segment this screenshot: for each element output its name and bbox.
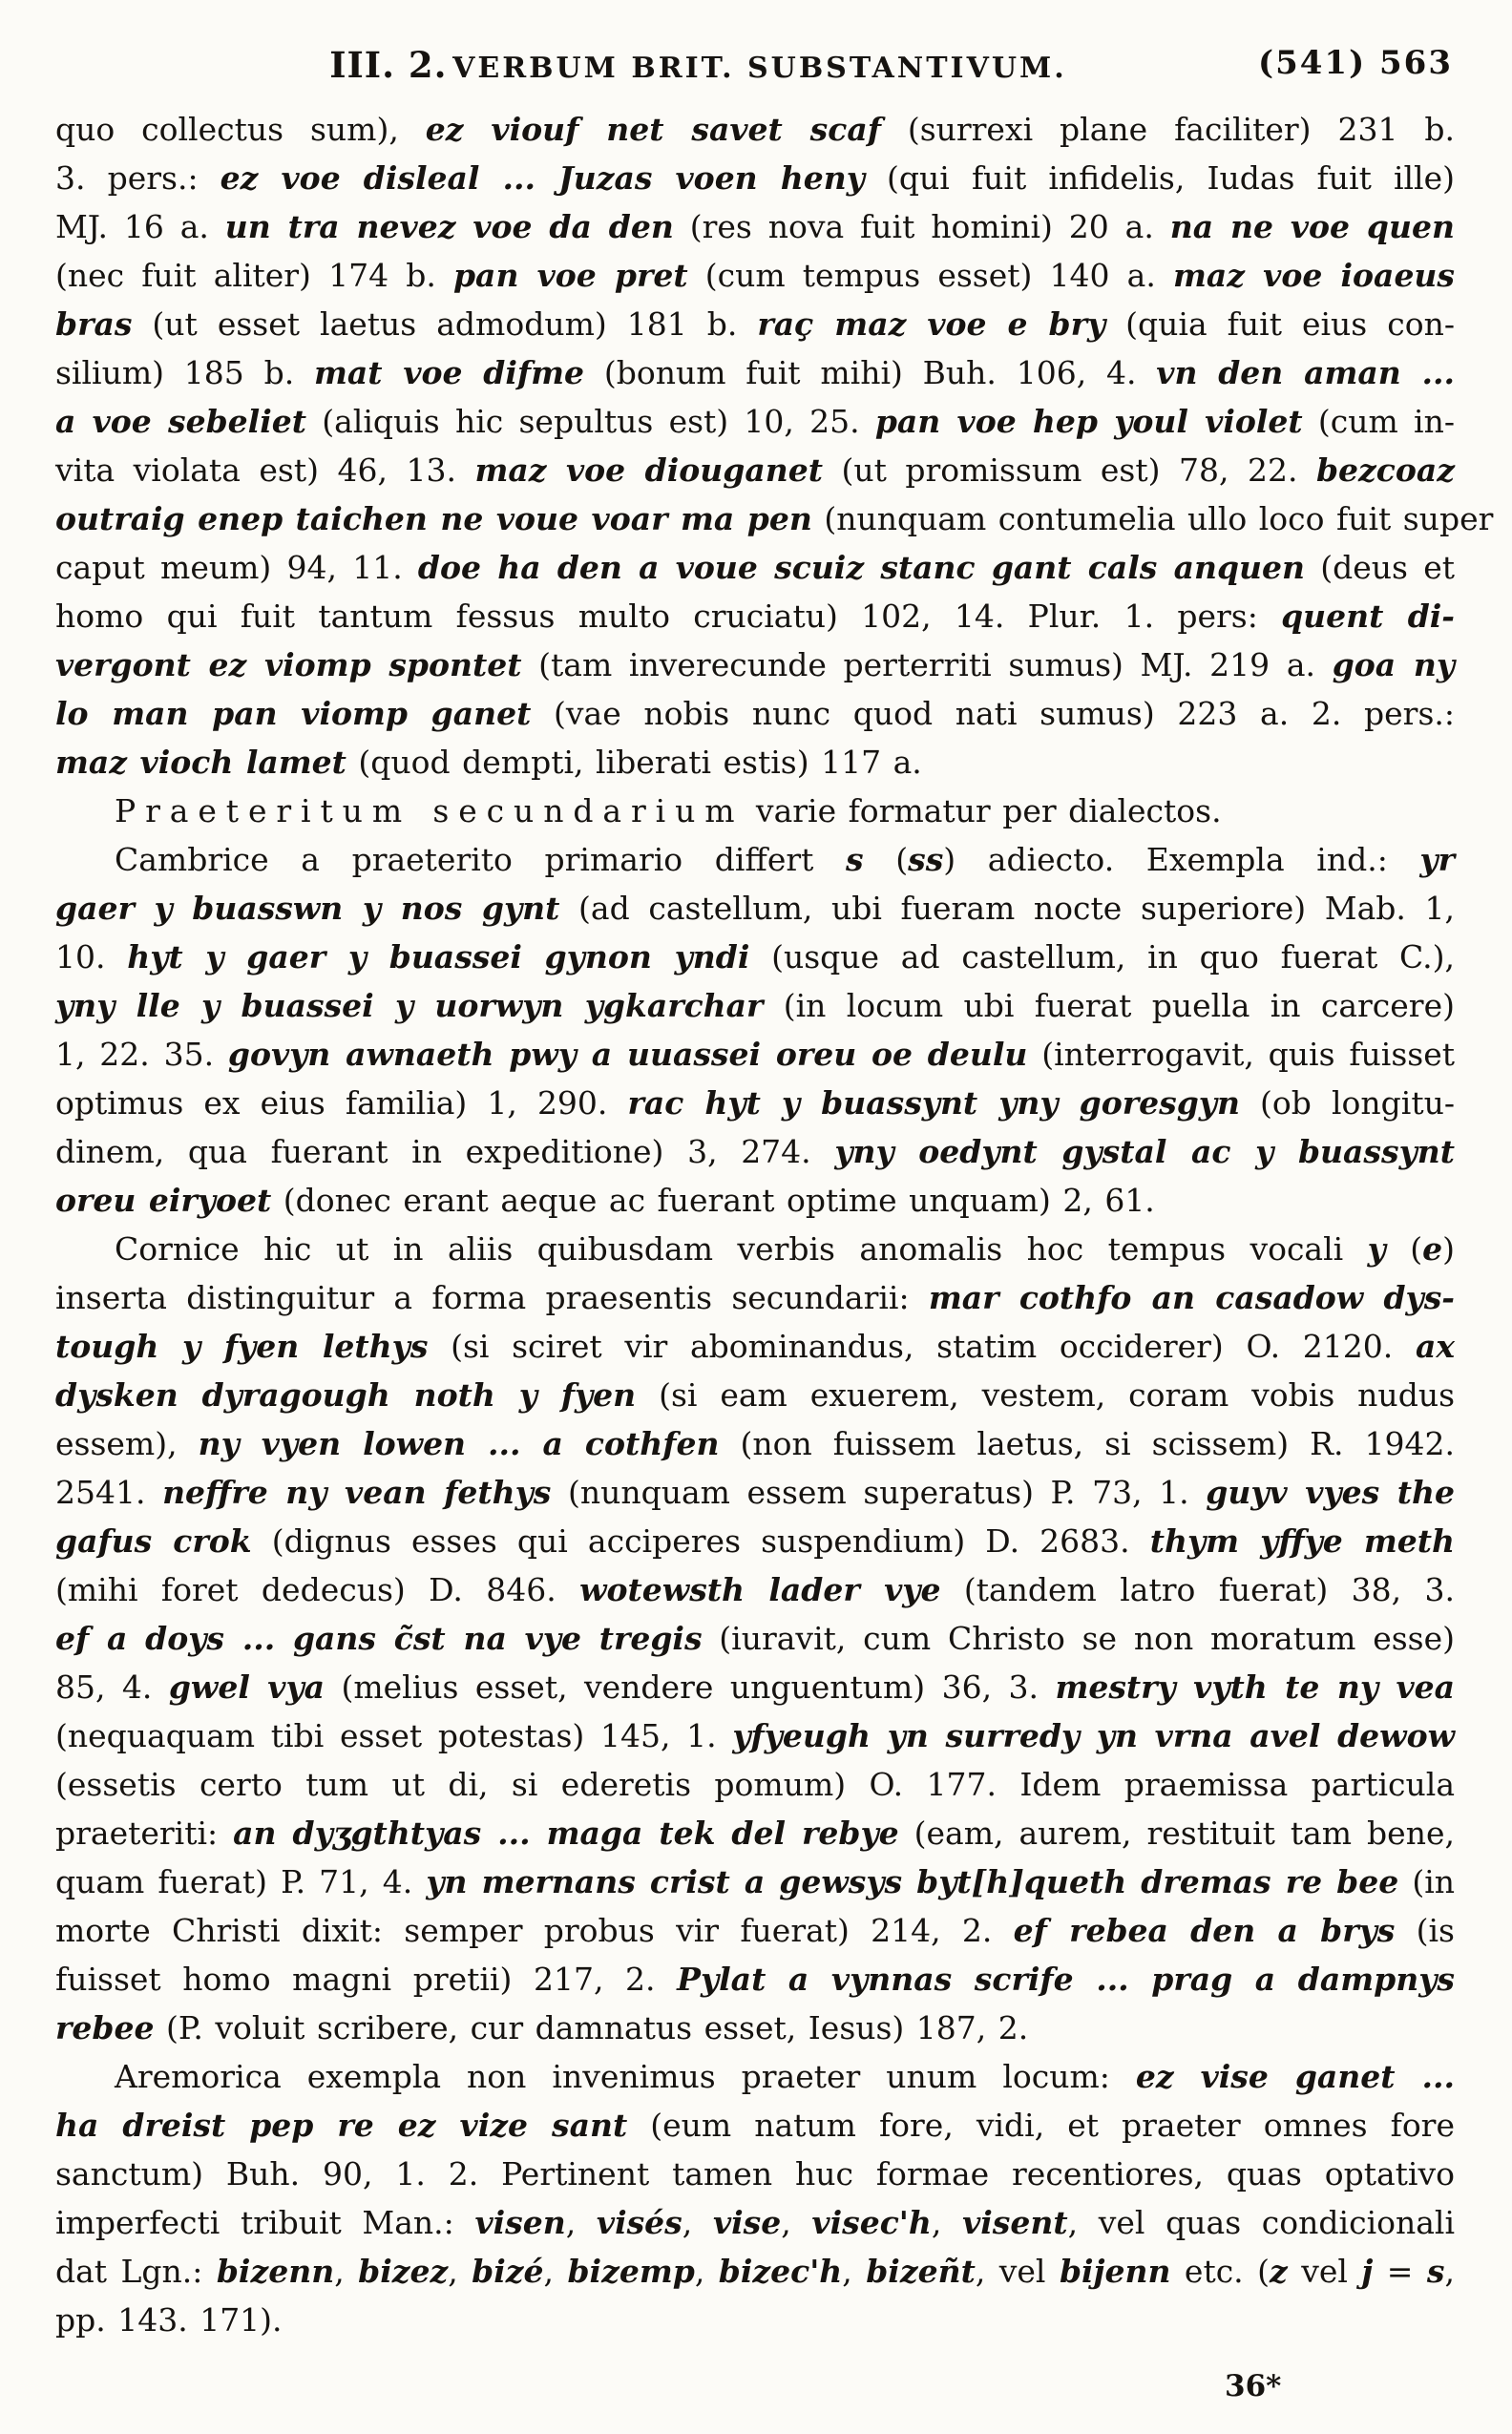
quoted-vernacular-text: thym yffye meth [1149,1522,1455,1560]
latin-text: caput meum) 94, 11. [55,549,418,586]
chapter-title-text: VERBUM BRIT. SUBSTANTIVUM. [452,52,1067,85]
quoted-vernacular-text: hyt y gaer y buassei gynon yndi [127,938,750,976]
text-line [55,1517,1455,1565]
quoted-vernacular-text: gaer y buasswn y nos gynt [55,890,560,927]
latin-text: (interrogavit, quis fuisset [1027,1036,1456,1073]
quoted-vernacular-text: z [1270,2253,1288,2290]
latin-text: (ut esset laetus admodum) 181 b. [132,305,758,343]
text-line [55,1760,1455,1809]
latin-text: pp. 143. 171). [55,2301,283,2339]
latin-text: (ut promissum est) 78, 22. [822,451,1316,489]
quoted-vernacular-text: visés [596,2204,682,2241]
latin-text: (quia fuit eius con- [1105,305,1456,343]
text-line [55,1419,1455,1468]
quoted-vernacular-text: neffre ny vean fethys [162,1474,552,1511]
latin-text: , [565,2204,597,2241]
text-line [55,202,1455,251]
quoted-vernacular-text: lo man pan viomp ganet [55,695,532,732]
quoted-vernacular-text: visen [474,2204,566,2241]
latin-text: , [842,2253,867,2290]
quoted-vernacular-text: bizemp [567,2253,695,2290]
latin-text: (melius esset, vendere unguentum) 36, 3. [325,1668,1056,1706]
latin-text: (cum tempus esset) 140 a. [687,257,1173,294]
latin-text: dinem, qua fuerant in expeditione) 3, 274. [55,1133,835,1170]
latin-text: (bonum fuit mihi) Buh. 106, 4. [584,354,1157,391]
latin-text: quo collectus sum), [55,111,426,148]
latin-text: (in [1398,1863,1455,1900]
quoted-vernacular-text: a voe sebeliet [55,403,306,440]
section-number: III. 2. [329,44,448,86]
quoted-vernacular-text: dysken dyragough noth y fyen [55,1376,637,1414]
quoted-vernacular-text: wotewsth lader vye [579,1571,941,1608]
latin-text: , [682,2204,713,2241]
latin-text: (dignus esses qui acciperes suspendium) D. 2683. [251,1522,1150,1560]
quoted-vernacular-text: e [1422,1230,1443,1268]
quoted-vernacular-text: Pylat a vynnas scrife ... prag a dampnys [677,1961,1455,1998]
latin-text: (nunquam essem superatus) P. 73, 1. [551,1474,1207,1511]
quoted-vernacular-text: goa ny [1332,646,1455,683]
running-header [55,44,1453,92]
quoted-vernacular-text: doe ha den a voue scuiz stanc gant cals anquen [417,549,1306,586]
latin-text: (eam, aurem, restituit tam bene, [898,1815,1455,1852]
text-line [55,300,1455,348]
quoted-vernacular-text: mestry vyth te ny vea [1055,1668,1456,1706]
quoted-vernacular-text: raç maz voe e bry [757,305,1106,343]
quoted-vernacular-text: ez vise ganet ... [1135,2058,1455,2095]
text-line [55,1030,1455,1079]
text-line [55,1711,1455,1760]
quoted-vernacular-text: pan voe pret [452,257,688,294]
quoted-vernacular-text: yfyeugh yn surredy yn vrna avel dewow [732,1717,1455,1754]
latin-text: (is [1395,1912,1455,1949]
latin-text: , [543,2253,568,2290]
quoted-vernacular-text: ez viouf net savet scaf [425,111,881,148]
latin-text: ( [863,841,909,878]
text-line [55,1468,1455,1517]
latin-text: ) adiecto. Exempla ind.: [943,841,1420,878]
quoted-vernacular-text: mar cothfo an casadow dys- [928,1279,1456,1316]
text-line [55,2052,1455,2101]
latin-text: , [694,2253,719,2290]
text-line [55,1614,1455,1663]
text-line [55,2150,1455,2198]
latin-text: (donec erant aeque ac fuerant optime unquam) 2, 61. [271,1182,1155,1219]
latin-text: (nunquam contumelia ullo loco fuit super [811,500,1494,537]
text-line [55,397,1455,446]
latin-text: fuisset homo magni pretii) 217, 2. [55,1961,678,1998]
quoted-vernacular-text: ef rebea den a brys [1013,1912,1396,1949]
text-line [55,1565,1455,1614]
text-line [55,933,1455,981]
text-line [55,543,1455,592]
quoted-vernacular-text: yny lle y buassei y uorwyn ygkarchar [55,987,764,1024]
quoted-vernacular-text: bizeñt [866,2253,976,2290]
latin-text: (quod dempti, liberati estis) 117 a. [346,744,922,781]
quoted-vernacular-text: y [1367,1230,1386,1268]
quoted-vernacular-text: gwel vya [168,1668,326,1706]
latin-text: MJ. 16 a. [55,208,225,245]
latin-text: (deus et [1305,549,1455,586]
latin-text: , [334,2253,359,2290]
quoted-vernacular-text: yn mernans crist a gewsys byt[h]queth dremas re bee [426,1863,1399,1900]
text-line [55,1906,1455,1955]
quoted-vernacular-text: bras [55,305,133,343]
quoted-vernacular-text: guyv vyes the [1206,1474,1455,1511]
text-line [55,2296,1455,2344]
text-line [55,738,1455,787]
latin-text: dat Lgn.: [55,2253,217,2290]
latin-text: (qui fuit infidelis, Iudas fuit ille) [864,159,1456,197]
latin-text: 10. [55,938,128,976]
text-line [55,105,1455,154]
text-line [55,1127,1455,1176]
spaced-heading-text: Praeteritum secundarium [115,792,745,829]
latin-text: (ob longitu- [1239,1084,1455,1122]
latin-text: morte Christi dixit: semper probus vir fuerat) 214, 2. [55,1912,1014,1949]
quoted-vernacular-text: ss [908,841,944,878]
quoted-vernacular-text: gafus crok [55,1522,252,1560]
text-line [55,446,1455,494]
quoted-vernacular-text: bezcoaz [1315,451,1456,489]
latin-text: Cornice hic ut in aliis quibusdam verbis anomalis hoc tempus vocali [115,1230,1368,1268]
quoted-vernacular-text: vn den aman ... [1156,354,1456,391]
latin-text: ) [1442,1230,1455,1268]
text-line [55,494,1494,543]
latin-text: etc. ( [1170,2253,1270,2290]
quoted-vernacular-text: bizé [472,2253,544,2290]
quoted-vernacular-text: rebee [55,2009,155,2046]
latin-text: vita violata est) 46, 13. [55,451,475,489]
quoted-vernacular-text: govyn awnaeth pwy a uuassei oreu oe deulu [227,1036,1028,1073]
quoted-vernacular-text: maz voe ioaeus [1173,257,1456,294]
latin-text: 85, 4. [55,1668,169,1706]
text-line [55,1273,1455,1322]
text-line [55,1176,1455,1225]
latin-text: (essetis certo tum ut di, si ederetis pomum) O. 177. Idem praemissa particula [55,1766,1455,1803]
latin-text: (vae nobis nunc quod nati sumus) 223 a. 2. pers.: [531,695,1455,732]
text-line [55,1809,1455,1857]
quoted-vernacular-text: rac hyt y buassynt yny goresgyn [627,1084,1240,1122]
latin-text: 3. pers.: [55,159,220,197]
latin-text: (nequaquam tibi esset potestas) 145, 1. [55,1717,733,1754]
text-line [55,787,1455,835]
latin-text: (aliquis hic sepultus est) 10, 25. [305,403,875,440]
latin-text: (tam inverecunde perterriti sumus) MJ. 219 a. [521,646,1333,683]
quoted-vernacular-text: pan voe hep youl violet [874,403,1303,440]
page-number: (541) 563 [1258,44,1453,82]
quoted-vernacular-text: bijenn [1059,2253,1171,2290]
latin-text: (nec fuit aliter) 174 b. [55,257,453,294]
quoted-vernacular-text: yny oedynt gystal ac y buassynt [834,1133,1455,1170]
quoted-vernacular-text: mat voe difme [314,354,585,391]
latin-text: quam fuerat) P. 71, 4. [55,1863,427,1900]
latin-text: (iuravit, cum Christo se non moratum esse) [702,1620,1455,1657]
quoted-vernacular-text: vise [712,2204,782,2241]
latin-text: (res nova fuit homini) 20 a. [673,208,1170,245]
text-line [55,689,1455,738]
quoted-vernacular-text: ha dreist pep re ez vize sant [55,2107,628,2144]
quoted-vernacular-text: j [1361,2253,1374,2290]
latin-text: , vel [975,2253,1060,2290]
signature-mark: 36* [1225,2369,1282,2403]
quoted-vernacular-text: an dyʒgthtyas ... maga tek del rebye [233,1815,899,1852]
latin-text: (mihi foret dedecus) D. 846. [55,1571,580,1608]
latin-text: (in locum ubi fuerat puella in carcere) [763,987,1455,1024]
quoted-vernacular-text: vergont ez viomp spontet [55,646,522,683]
quoted-vernacular-text: un tra nevez voe da den [224,208,674,245]
text-line [55,640,1455,689]
quoted-vernacular-text: yr [1419,841,1455,878]
quoted-vernacular-text: s [1426,2253,1445,2290]
latin-text: vel [1287,2253,1362,2290]
latin-text: 2541. [55,1474,163,1511]
text-block [55,105,1494,2344]
latin-text: praeteriti: [55,1815,234,1852]
quoted-vernacular-text: ez voe disleal ... Juzas voen heny [220,159,865,197]
quoted-vernacular-text: bizec'h [718,2253,843,2290]
latin-text: (ad castellum, ubi fueram nocte superiore) Mab. 1, [559,890,1455,927]
latin-text: (tandem latro fuerat) 38, 3. [940,1571,1456,1608]
latin-text: (non fuissem laetus, si scissem) R. 1942. [719,1425,1455,1462]
chapter-title [329,44,1066,86]
latin-text: Cambrice a praeterito primario differt [115,841,847,878]
latin-text: varie formatur per dialectos. [744,792,1222,829]
latin-text: silium) 185 b. [55,354,314,391]
text-line [55,2004,1455,2052]
text-line [55,2101,1455,2150]
latin-text: homo qui fuit tantum fessus multo cruciatu) 102, 14. Plur. 1. pers: [55,598,1282,635]
quoted-vernacular-text: bizez [358,2253,449,2290]
quoted-vernacular-text: quent di- [1281,598,1455,635]
quoted-vernacular-text: bizenn [216,2253,335,2290]
latin-text: (usque ad castellum, in quo fuerat C.), [749,938,1455,976]
text-line [55,1322,1455,1371]
latin-text: = [1373,2253,1427,2290]
quoted-vernacular-text: outraig enep taichen ne voue voar ma pen [55,500,812,537]
latin-text: (si sciret vir abominandus, statim occiderer) O. 2120. [428,1328,1416,1365]
latin-text: , [448,2253,472,2290]
text-line [55,1955,1455,2004]
latin-text: (cum in- [1302,403,1456,440]
text-line [55,1663,1455,1711]
latin-text: 1, 22. 35. [55,1036,228,1073]
text-line [55,1225,1455,1273]
quoted-vernacular-text: oreu eiryoet [55,1182,272,1219]
latin-text: imperfecti tribuit Man.: [55,2204,475,2241]
latin-text: , vel quas condicionali [1067,2204,1456,2241]
latin-text: Aremorica exempla non invenimus praeter unum locum: [115,2058,1136,2095]
quoted-vernacular-text: visent [962,2204,1068,2241]
latin-text: (P. voluit scribere, cur damnatus esset, Iesus) 187, 2. [154,2009,1029,2046]
latin-text: ( [1385,1230,1423,1268]
text-line [55,2247,1455,2296]
text-line [55,1857,1455,1906]
quoted-vernacular-text: maz vioch lamet [55,744,346,781]
latin-text: , [1444,2253,1455,2290]
quoted-vernacular-text: maz voe diouganet [474,451,823,489]
text-line [55,2198,1455,2247]
text-line [55,251,1455,300]
latin-text: , [931,2204,963,2241]
latin-text: (surrexi plane faciliter) 231 b. [880,111,1455,148]
latin-text: optimus ex eius familia) 1, 290. [55,1084,628,1122]
text-line [55,981,1455,1030]
text-line [55,1371,1455,1419]
quoted-vernacular-text: s [846,841,864,878]
latin-text: essem), [55,1425,199,1462]
latin-text: , [781,2204,812,2241]
quoted-vernacular-text: ny vyen lowen ... a cothfen [198,1425,720,1462]
text-line [55,592,1455,640]
quoted-vernacular-text: na ne voe quen [1169,208,1455,245]
text-line [55,884,1455,933]
quoted-vernacular-text: ax [1415,1328,1455,1365]
latin-text: inserta distinguitur a forma praesentis secundarii: [55,1279,929,1316]
text-line [55,835,1455,884]
latin-text: (si eam exuerem, vestem, coram vobis nudus [636,1376,1456,1414]
quoted-vernacular-text: ef a doys ... gans c̃st na vye tregis [55,1620,703,1657]
text-line [55,348,1455,397]
text-line [55,154,1455,202]
quoted-vernacular-text: tough y fyen lethys [55,1328,429,1365]
latin-text: sanctum) Buh. 90, 1. 2. Pertinent tamen huc formae recentiores, quas optativo [55,2155,1455,2193]
quoted-vernacular-text: visec'h [811,2204,932,2241]
latin-text: (eum natum fore, vidi, et praeter omnes fore [627,2107,1455,2144]
text-line [55,1079,1455,1127]
